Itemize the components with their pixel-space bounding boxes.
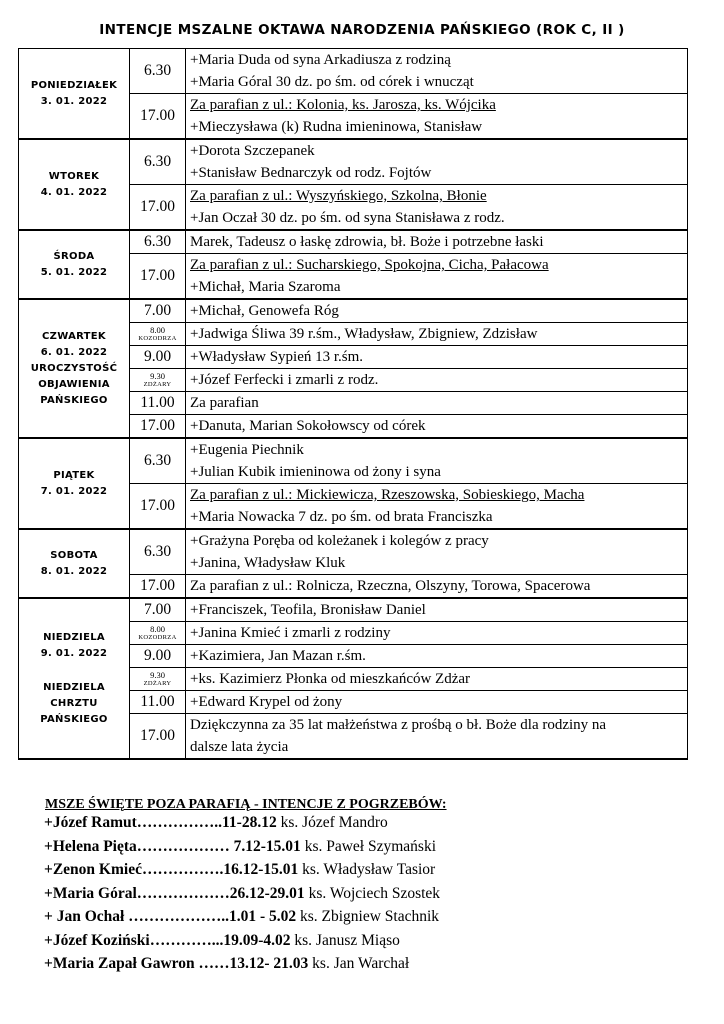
- day-name: PIĄTEK: [53, 469, 95, 481]
- mass-intention: [186, 185, 688, 231]
- outside-intentions-list: [44, 811, 440, 976]
- intention-line: Za parafian: [190, 395, 259, 411]
- intention-line: +Edward Krypel od żony: [190, 694, 343, 710]
- mass-intention: [186, 49, 688, 94]
- mass-intention: [186, 346, 688, 369]
- day-name: NIEDZIELA: [43, 631, 105, 643]
- intention-line: Za parafian z ul.: Wyszyńskiego, Szkolna, Błonie: [190, 188, 487, 204]
- day-name: UROCZYSTOŚĆ: [30, 362, 118, 374]
- intention-line: Za parafian z ul.: Rolnicza, Rzeczna, Olszyny, Torowa, Spacerowa: [190, 578, 591, 594]
- mass-time: [130, 668, 186, 691]
- day-name: PAŃSKIEGO: [40, 713, 108, 725]
- mass-intention: [186, 622, 688, 645]
- mass-intention: [186, 230, 688, 254]
- mass-intention: [186, 299, 688, 323]
- mass-time-value: 17.00: [140, 198, 175, 215]
- day-date: 8. 01. 2022: [40, 565, 108, 577]
- mass-intention: [186, 323, 688, 346]
- outside-intention-name-date: + Jan Ochał ………………..1.01 - 5.02: [44, 908, 297, 925]
- mass-time: [130, 323, 186, 346]
- mass-time-value: 17.00: [140, 577, 175, 594]
- intention-line: +Michał, Maria Szaroma: [190, 279, 341, 295]
- intention-line: +Maria Nowacka 7 dz. po śm. od brata Franciszka: [190, 509, 493, 525]
- outside-intention-row: [44, 858, 440, 882]
- mass-time: [130, 691, 186, 714]
- outside-intention-priest: ks. Zbigniew Stachnik: [296, 908, 440, 925]
- outside-intention-row: [44, 835, 440, 859]
- mass-intention: [186, 575, 688, 599]
- day-name: ŚRODA: [53, 250, 95, 262]
- mass-place: ZDŻARY: [143, 381, 172, 388]
- outside-intention-priest: ks. Józef Mandro: [276, 814, 388, 831]
- intention-line: +Grażyna Poręba od koleżanek i kolegów z pracy: [190, 533, 489, 549]
- mass-time-value: 8.00: [150, 325, 165, 335]
- outside-intention-row: [44, 811, 440, 835]
- day-block: [19, 598, 688, 759]
- intention-line: +Michał, Genowefa Róg: [190, 303, 339, 319]
- mass-time: [130, 415, 186, 439]
- day-label: [19, 299, 130, 438]
- mass-time-value: 9.30: [150, 670, 165, 680]
- outside-intention-priest: ks. Władysław Tasior: [298, 861, 436, 878]
- day-label: [19, 230, 130, 299]
- outside-intention-row: [44, 882, 440, 906]
- day-name: NIEDZIELA: [43, 681, 105, 693]
- outside-intention-name-date: +Maria Zapał Gawron ……13.12- 21.03: [44, 955, 309, 972]
- day-name: CHRZTU: [50, 697, 98, 709]
- intention-line: +Janina, Władysław Kluk: [190, 555, 346, 571]
- day-label: [19, 598, 130, 759]
- section-title: MSZE ŚWIĘTE POZA PARAFIĄ - INTENCJE Z POGRZEBÓW:: [45, 797, 447, 812]
- day-date: 7. 01. 2022: [40, 485, 108, 497]
- mass-row: [19, 598, 688, 622]
- page-title: INTENCJE MSZALNE OKTAWA NARODZENIA PAŃSKIEGO (ROK C, II ): [99, 22, 625, 38]
- mass-time-value: 6.30: [143, 62, 172, 79]
- intention-line: +Julian Kubik imieninowa od żony i syna: [190, 464, 441, 480]
- intention-line: +Dorota Szczepanek: [190, 143, 315, 159]
- day-block: [19, 139, 688, 230]
- day-name: PONIEDZIAŁEK: [30, 79, 118, 91]
- day-block: [19, 230, 688, 299]
- mass-time: [130, 645, 186, 668]
- outside-intention-row: [44, 952, 440, 976]
- intention-line: dalsze lata życia: [190, 739, 289, 755]
- spacer: [19, 662, 129, 680]
- intention-line: +Józef Ferfecki i zmarli z rodz.: [190, 372, 379, 388]
- intention-line: +Maria Duda od syna Arkadiusza z rodziną: [190, 52, 451, 68]
- mass-time: [130, 254, 186, 300]
- mass-row: [19, 438, 688, 484]
- intention-line: +Jan Oczał 30 dz. po śm. od syna Stanisława z rodz.: [190, 210, 505, 226]
- mass-time-value: 7.00: [143, 302, 172, 319]
- mass-intention: [186, 139, 688, 185]
- day-block: [19, 529, 688, 598]
- outside-intention-row: [44, 929, 440, 953]
- outside-intention-priest: ks. Jan Warchał: [308, 955, 410, 972]
- day-block: [19, 299, 688, 438]
- day-block: [19, 438, 688, 529]
- outside-intention-name-date: +Józef Koziński…………...19.09-4.02: [44, 931, 291, 949]
- mass-time-value: 7.00: [143, 601, 172, 618]
- mass-time-value: 17.00: [140, 107, 175, 124]
- intention-line: +Franciszek, Teofila, Bronisław Daniel: [190, 602, 426, 618]
- outside-intention-name-date: +Józef Ramut……………..11-28.12: [44, 814, 277, 831]
- day-name: OBJAWIENIA: [38, 378, 110, 390]
- outside-intention-name-date: +Helena Pięta……………… 7.12-15.01: [44, 837, 301, 855]
- mass-row: [19, 529, 688, 575]
- mass-time: [130, 49, 186, 94]
- outside-intention-priest: ks. Wojciech Szostek: [304, 884, 441, 902]
- intention-line: +Stanisław Bednarczyk od rodz. Fojtów: [190, 165, 432, 181]
- outside-intention-name-date: +Zenon Kmieć…………….16.12-15.01: [44, 861, 299, 878]
- intention-line: Marek, Tadeusz o łaskę zdrowia, bł. Boże i potrzebne łaski: [190, 234, 544, 250]
- intention-line: Za parafian z ul.: Sucharskiego, Spokojna, Cicha, Pałacowa: [190, 257, 549, 273]
- mass-intention: [186, 369, 688, 392]
- mass-time: [130, 139, 186, 185]
- intention-line: +Kazimiera, Jan Mazan r.śm.: [190, 648, 366, 664]
- mass-time-value: 6.30: [143, 452, 172, 469]
- outside-intention-priest: ks. Janusz Miąso: [290, 931, 400, 949]
- mass-time: [130, 369, 186, 392]
- mass-time: [130, 185, 186, 231]
- mass-time: [130, 575, 186, 599]
- intention-line: +Władysław Sypień 13 r.śm.: [190, 349, 364, 365]
- mass-place: KOZODRZA: [138, 634, 177, 641]
- mass-time-value: 9.00: [143, 348, 172, 365]
- mass-time-value: 17.00: [140, 267, 175, 284]
- day-name: SOBOTA: [50, 549, 98, 561]
- mass-time-value: 8.00: [150, 624, 165, 634]
- mass-intention: [186, 645, 688, 668]
- day-date: 9. 01. 2022: [40, 647, 108, 659]
- mass-time-value: 9.30: [150, 371, 165, 381]
- outside-intention-priest: ks. Paweł Szymański: [300, 837, 436, 855]
- mass-time-value: 6.30: [143, 153, 172, 170]
- day-label: [19, 139, 130, 230]
- intention-line: +Maria Góral 30 dz. po śm. od córek i wnucząt: [190, 74, 474, 90]
- day-name: PAŃSKIEGO: [40, 394, 108, 406]
- mass-intention: [186, 714, 688, 760]
- intention-line: +ks. Kazimierz Płonka od mieszkańców Zdżar: [190, 671, 471, 687]
- mass-intention: [186, 392, 688, 415]
- mass-time-value: 11.00: [140, 394, 175, 411]
- mass-time-value: 11.00: [140, 693, 175, 710]
- mass-time-value: 9.00: [143, 647, 172, 664]
- outside-intention-name-date: +Maria Góral………………26.12-29.01: [44, 884, 305, 902]
- day-label: [19, 438, 130, 529]
- mass-row: [19, 299, 688, 323]
- mass-intentions-table: [18, 48, 688, 760]
- day-name: CZWARTEK: [42, 330, 106, 342]
- day-date: 4. 01. 2022: [40, 186, 108, 198]
- day-label: [19, 49, 130, 140]
- mass-intention: [186, 529, 688, 575]
- intention-line: Dziękczynna za 35 lat małżeństwa z prośbą o bł. Boże dla rodziny na: [190, 717, 607, 733]
- intention-line: +Eugenia Piechnik: [190, 442, 304, 458]
- intention-line: +Jadwiga Śliwa 39 r.śm., Władysław, Zbigniew, Zdzisław: [190, 326, 538, 342]
- intention-line: +Janina Kmieć i zmarli z rodziny: [190, 625, 391, 641]
- mass-time: [130, 714, 186, 760]
- mass-time-value: 17.00: [140, 417, 175, 434]
- intention-line: Za parafian z ul.: Kolonia, ks. Jarosza, ks. Wójcika: [190, 97, 496, 113]
- mass-time-value: 6.30: [143, 543, 172, 560]
- mass-intention: [186, 691, 688, 714]
- day-block: [19, 49, 688, 140]
- day-label: [19, 529, 130, 598]
- mass-time: [130, 484, 186, 530]
- mass-time: [130, 598, 186, 622]
- mass-place: KOZODRZA: [138, 335, 177, 342]
- outside-intention-row: [44, 905, 440, 929]
- mass-time-value: 17.00: [140, 727, 175, 744]
- mass-row: [19, 139, 688, 185]
- mass-time: [130, 299, 186, 323]
- mass-time-value: 6.30: [143, 233, 172, 250]
- mass-intention: [186, 254, 688, 300]
- mass-time: [130, 438, 186, 484]
- mass-time: [130, 392, 186, 415]
- mass-place: ZDŻARY: [143, 680, 172, 687]
- mass-row: [19, 230, 688, 254]
- mass-time: [130, 346, 186, 369]
- mass-time: [130, 529, 186, 575]
- mass-intention: [186, 94, 688, 140]
- mass-intention: [186, 415, 688, 439]
- mass-intention: [186, 484, 688, 530]
- mass-time: [130, 622, 186, 645]
- day-date: 3. 01. 2022: [40, 95, 108, 107]
- mass-intention: [186, 438, 688, 484]
- mass-intention: [186, 668, 688, 691]
- intention-line: +Mieczysława (k) Rudna imieninowa, Stanisław: [190, 119, 483, 135]
- mass-row: [19, 49, 688, 94]
- day-name: WTOREK: [48, 170, 100, 182]
- mass-time: [130, 230, 186, 254]
- mass-intention: [186, 598, 688, 622]
- day-date: 5. 01. 2022: [40, 266, 108, 278]
- intention-line: Za parafian z ul.: Mickiewicza, Rzeszowska, Sobieskiego, Macha: [190, 487, 585, 503]
- mass-time: [130, 94, 186, 140]
- mass-time-value: 17.00: [140, 497, 175, 514]
- day-date: 6. 01. 2022: [40, 346, 108, 358]
- intention-line: +Danuta, Marian Sokołowscy od córek: [190, 418, 426, 434]
